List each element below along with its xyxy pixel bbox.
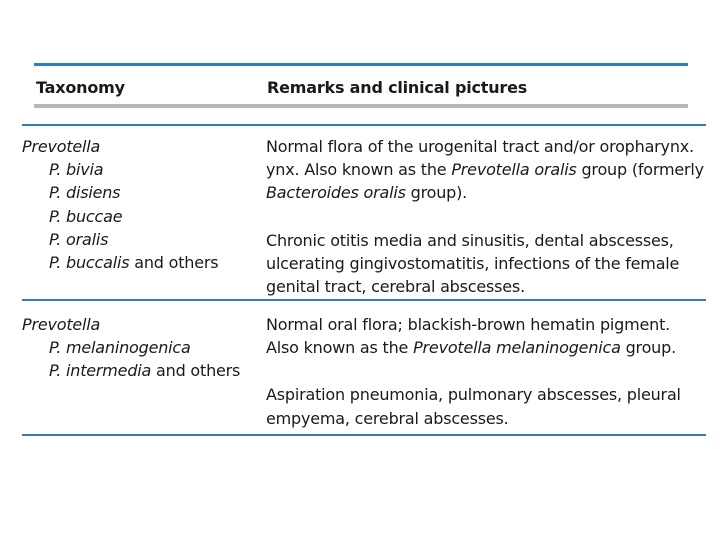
clinical-line: Aspiration pneumonia, pulmonary abscesses, pleural bbox=[266, 385, 681, 405]
remarks-line: ynx. Also known as the Prevotella oralis group (formerly bbox=[266, 160, 704, 180]
genus-name: Prevotella bbox=[22, 315, 101, 334]
remarks-cell bbox=[266, 135, 710, 298]
taxonomy-cell bbox=[22, 313, 257, 383]
header-bottom-rule bbox=[34, 104, 688, 108]
clinical-line: empyema, cerebral abscesses. bbox=[266, 408, 509, 428]
table-top-rule bbox=[34, 63, 688, 66]
remarks-line: Bacteroides oralis group). bbox=[266, 183, 468, 203]
remarks-line: Normal oral flora; blackish-brown hematin pigment. bbox=[266, 315, 671, 334]
species-item: P. disiens bbox=[49, 183, 121, 203]
species-item: P. buccae bbox=[49, 206, 123, 226]
row1-top-rule bbox=[22, 124, 706, 126]
genus-name: Prevotella bbox=[22, 137, 101, 156]
header-taxonomy: Taxonomy bbox=[36, 78, 125, 97]
row2-top-rule bbox=[22, 299, 706, 301]
clinical-line: genital tract, cerebral abscesses. bbox=[266, 277, 525, 297]
clinical-line: ulcerating gingivostomatitis, infections of the female bbox=[266, 253, 680, 273]
species-item: P. bivia bbox=[49, 160, 104, 180]
remarks-paragraph bbox=[266, 135, 710, 205]
header-remarks: Remarks and clinical pictures bbox=[267, 78, 528, 97]
clinical-paragraph bbox=[266, 383, 710, 429]
remarks-cell bbox=[266, 313, 710, 430]
species-item: P. oralis bbox=[49, 229, 109, 249]
clinical-line: Chronic otitis media and sinusitis, dental abscesses, bbox=[266, 230, 674, 250]
remarks-line: Also known as the Prevotella melaninogenica group. bbox=[266, 338, 676, 358]
species-item: P. intermedia and others bbox=[49, 361, 241, 381]
clinical-paragraph bbox=[266, 229, 710, 299]
remarks-line: Normal flora of the urogenital tract and/or oropharynx. bbox=[266, 137, 694, 156]
species-item: P. buccalis and others bbox=[49, 253, 219, 273]
remarks-paragraph bbox=[266, 313, 710, 359]
species-item: P. melaninogenica bbox=[49, 338, 191, 358]
table-bottom-rule bbox=[22, 434, 706, 436]
taxonomy-cell bbox=[22, 135, 257, 274]
table-header bbox=[34, 67, 688, 101]
